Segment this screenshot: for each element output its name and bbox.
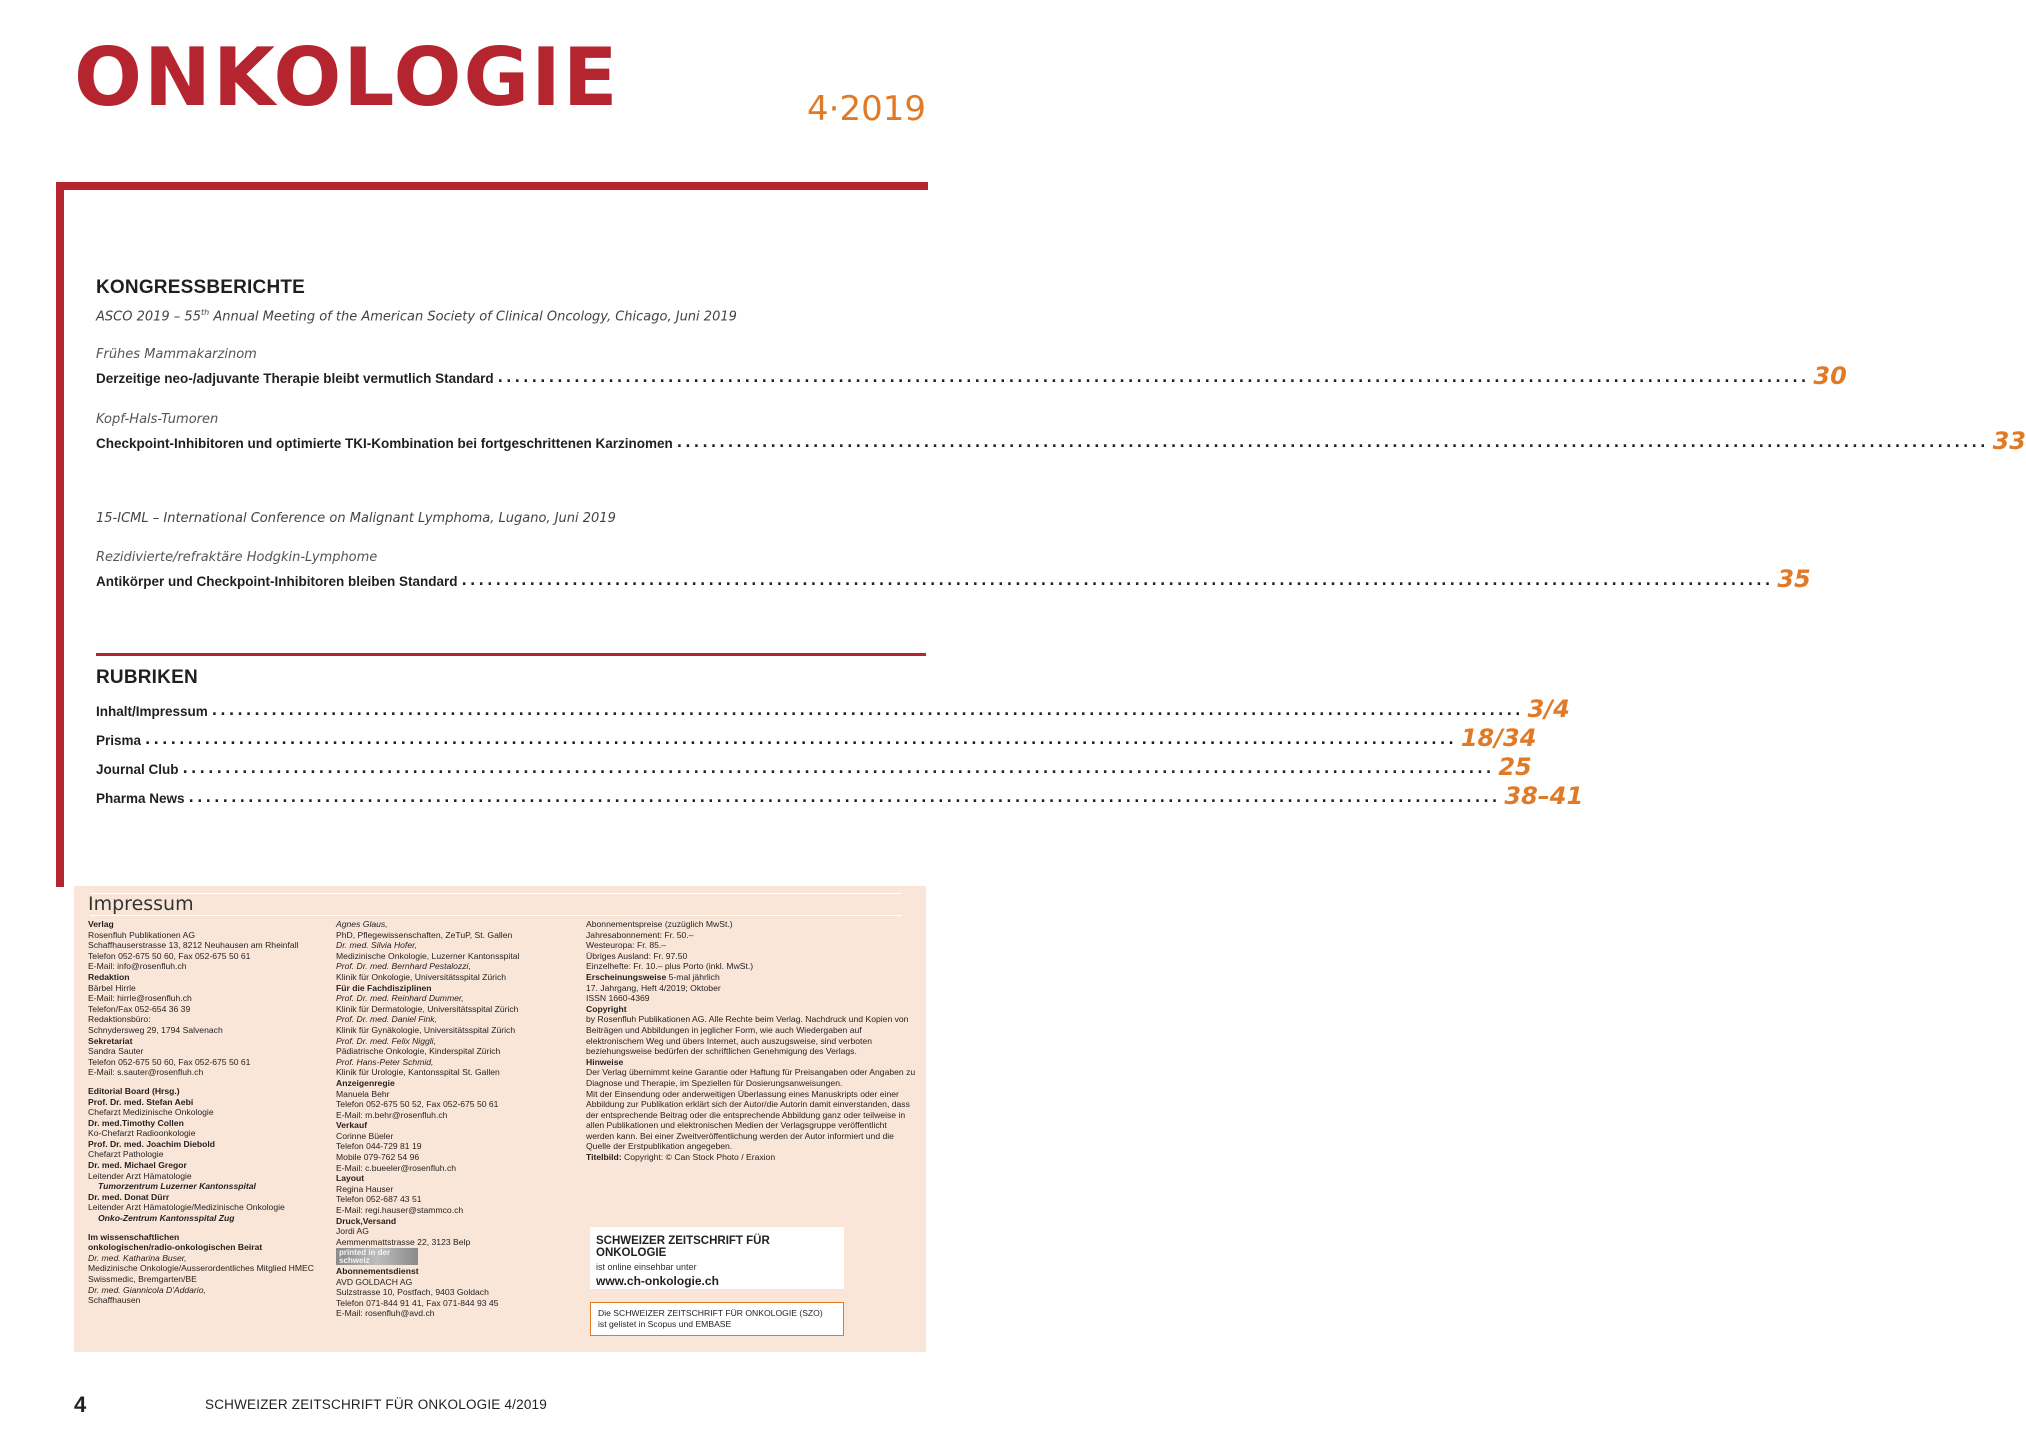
printed-in-switzerland-logo: printed in der schweiz [336,1248,418,1265]
impressum-line: Pädiatrische Onkologie, Kinderspital Zürich [336,1046,501,1057]
toc-entry[interactable] [96,782,1584,810]
impressum-line: Schaffhausen [88,1295,141,1306]
impressum-line: Telefon 052-687 43 51 [336,1194,422,1205]
impressum-line: Regina Hauser [336,1183,394,1194]
impressum-line: Prof. Dr. med. Bernhard Pestalozzi, [336,961,471,972]
impressum-line: AVD GOLDACH AG [336,1276,413,1287]
impressum-line: Sandra Sauter [88,1046,144,1057]
frame-top-bar [56,182,928,190]
toc-entry-page: 18/34 [1460,724,1537,752]
impressum-value: Copyright: © Can Stock Photo / Eraxion [621,1152,776,1163]
impressum-line: Tumorzentrum Luzerner Kantonsspital [98,1181,256,1192]
impressum-label: Dr. med. Michael Gregor [88,1160,187,1171]
online-notice-url[interactable]: www.ch-onkologie.ch [596,1274,719,1288]
impressum-line: Klinik für Dermatologie, Universitätsspital Zürich [336,1003,519,1014]
printer-logo [336,1247,581,1266]
impressum-line: E-Mail: hirrle@rosenfluh.ch [88,993,192,1004]
impressum-label: Copyright [586,1003,627,1014]
impressum-line: Swissmedic, Bremgarten/BE [88,1274,197,1284]
impressum-rule-top [90,893,902,894]
impressum-line: Übriges Ausland: Fr. 97.50 [586,950,688,961]
section-heading-kongress: KONGRESSBERICHTE [96,277,306,298]
impressum-line: Schnydersweg 29, 1794 Salvenach [88,1024,223,1035]
impressum-column-1 [88,919,333,1306]
topic-label: Kopf-Hals-Tumoren [96,412,219,427]
impressum-label: Prof. Dr. med. Joachim Diebold [88,1138,216,1149]
toc-entry-page: 35 [1777,565,1811,593]
impressum-label: Layout [336,1173,365,1184]
dot-leader: .......................................................................................................................................................... [211,703,1524,719]
impressum-line: Sulzstrasse 10, Postfach, 9403 Goldach [336,1287,489,1298]
toc-entry[interactable] [96,753,1532,781]
dot-leader: .......................................................................................................................................................... [461,573,1774,589]
impressum-label: Editorial Board (Hrsg.) [88,1085,180,1096]
impressum-line: Jordi AG [336,1226,369,1237]
masthead-issue: 4·2019 [807,89,926,129]
impressum-line: Dr. med. Giannicola D'Addario, [88,1284,206,1295]
impressum-label: Verkauf [336,1120,368,1131]
impressum-line: Telefon 052-675 50 52, Fax 052-675 50 61 [336,1099,499,1110]
impressum-label: Abonnementsdienst [336,1266,419,1276]
conference-icml: 15-ICML – International Conference on Malignant Lymphoma, Lugano, Juni 2019 [96,511,616,526]
impressum-label: Dr. med.Timothy Collen [88,1117,184,1128]
toc-entry[interactable] [96,427,2026,455]
toc-entry-title: Journal Club [96,762,179,777]
impressum-column-2 [336,919,581,1319]
toc-entry-title: Antikörper und Checkpoint-Inhibitoren bleiben Standard [96,574,458,589]
toc-entry-page: 38–41 [1504,782,1584,810]
impressum-line: Telefon 044-729 81 19 [336,1141,422,1152]
impressum-line: Jahresabonnement: Fr. 50.– [586,929,694,940]
impressum-label: Prof. Dr. med. Stefan Aebi [88,1096,194,1107]
impressum-label: onkologischen/radio-onkologischen Beirat [88,1242,263,1253]
indexing-notice-box [590,1302,844,1336]
impressum-line: E-Mail: regi.hauser@stammco.ch [336,1205,464,1216]
spacer [88,1224,333,1232]
section-heading-rubriken: RUBRIKEN [96,667,198,688]
impressum-label: Titelbild: [586,1152,622,1163]
impressum-line: Dr. med. Silvia Hofer, [336,940,417,951]
indexing-notice-line: Die SCHWEIZER ZEITSCHRIFT FÜR ONKOLOGIE (SZO) [598,1308,823,1318]
impressum-line: Westeuropa: Fr. 85.– [586,940,667,951]
impressum-line: Telefon 052-675 50 60, Fax 052-675 50 61 [88,950,251,961]
topic-label: Rezidivierte/refraktäre Hodgkin-Lymphome [96,550,378,565]
impressum-line: E-Mail: info@rosenfluh.ch [88,961,187,972]
impressum-line: Redaktionsbüro: [88,1014,151,1025]
online-notice-heading: SCHWEIZER ZEITSCHRIFT FÜR ONKOLOGIE [596,1235,770,1259]
online-notice-box [590,1227,844,1289]
impressum-line: Prof. Dr. med. Felix Niggli, [336,1035,436,1046]
impressum-label: Für die Fachdisziplinen [336,982,432,993]
impressum-line: Prof. Hans-Peter Schmid, [336,1056,434,1067]
impressum-line: E-Mail: c.bueeler@rosenfluh.ch [336,1162,457,1173]
impressum-line: by Rosenfluh Publikationen AG. Alle Rechte beim Verlag. Nachdruck und Kopien von Beiträgen und Abbildungen in jeglicher Form, wie auch Wiedergaben auf elektronischem Weg und übers Internet, auch auszugsweise, sind verboten beziehungsweise bedürfen der schriftlichen Genehmigung des Verlags. [586,1014,909,1057]
impressum-line: Dr. med. Katharina Buser, [88,1252,187,1263]
impressum-line: Manuela Behr [336,1088,390,1099]
impressum-line: Bärbel Hirrle [88,982,136,993]
toc-entry-page: 33 [1992,427,2026,455]
toc-entry[interactable] [96,724,1537,752]
impressum-line: Corinne Büeler [336,1130,394,1141]
toc-entry-title: Prisma [96,733,142,748]
impressum-line: ISSN 1660-4369 [586,993,650,1004]
toc-entry[interactable] [96,695,1570,723]
topic-label: Frühes Mammakarzinom [96,347,257,362]
impressum-line: Medizinische Onkologie/Ausserordentliches Mitglied HMEC [88,1263,314,1274]
impressum-line: Einzelhefte: Fr. 10.– plus Porto (inkl. MwSt.) [586,961,754,972]
dot-leader: .......................................................................................................................................................... [145,732,1457,748]
impressum-line [586,1152,916,1163]
impressum-line: Abonnementspreise (zuzüglich MwSt.) [586,919,733,929]
spacer [88,1078,333,1086]
impressum-line: Telefon/Fax 052-654 36 39 [88,1003,191,1014]
conference-asco: ASCO 2019 – 55th Annual Meeting of the American Society of Clinical Oncology, Chicago, Juni 2019 [96,308,737,325]
toc-entry-title: Pharma News [96,791,185,806]
impressum-line: Schaffhauserstrasse 13, 8212 Neuhausen am Rheinfall [88,940,299,951]
masthead-title: ONKOLOGIE [74,31,620,124]
impressum-title: Impressum [88,893,194,915]
impressum-line: Aemmenmattstrasse 22, 3123 Belp [336,1236,471,1247]
toc-entry-title: Derzeitige neo-/adjuvante Therapie bleibt vermutlich Standard [96,371,494,386]
toc-entry-title: Inhalt/Impressum [96,704,208,719]
toc-entry-page: 25 [1498,753,1532,781]
impressum-label: Druck,Versand [336,1215,397,1226]
impressum-column-3 [586,919,916,1163]
impressum-line: E-Mail: rosenfluh@avd.ch [336,1308,435,1319]
impressum-line: Klinik für Urologie, Kantonsspital St. Gallen [336,1067,500,1078]
impressum-line: Klinik für Onkologie, Universitätsspital Zürich [336,971,507,982]
impressum-line: PhD, Pflegewissenschaften, ZeTuP, St. Gallen [336,929,513,940]
toc-entry[interactable] [96,362,1847,390]
impressum-line: Mobile 079-762 54 96 [336,1152,420,1163]
impressum-label: Im wissenschaftlichen [88,1231,180,1242]
impressum-line: E-Mail: m.behr@rosenfluh.ch [336,1109,448,1120]
impressum-line [586,972,916,983]
online-notice-subtext: ist online einsehbar unter [596,1262,697,1272]
impressum-line: Prof. Dr. med. Daniel Fink, [336,1014,437,1025]
impressum-value: 5-mal jährlich [666,971,720,982]
impressum-line: Leitender Arzt Hämatologie [88,1170,192,1181]
impressum-label: Hinweise [586,1056,624,1067]
impressum-line: Der Verlag übernimmt keine Garantie oder Haftung für Preisangaben oder Angaben zu Diagnose und Therapie, im Speziellen für Dosierungsanweisungen. [586,1067,916,1088]
impressum-label: Anzeigenregie [336,1077,395,1088]
impressum-line: Prof. Dr. med. Reinhard Dummer, [336,993,464,1004]
impressum-line: Rosenfluh Publikationen AG [88,929,196,940]
impressum-label: Sekretariat [88,1035,133,1046]
toc-entry-page: 3/4 [1527,695,1570,723]
impressum-label: Dr. med. Donat Dürr [88,1191,170,1202]
impressum-label: Redaktion [88,971,130,982]
impressum-line: Leitender Arzt Hämatologie/Medizinische Onkologie [88,1202,285,1213]
toc-entry-page: 30 [1813,362,1847,390]
frame-left-bar [56,182,64,887]
impressum-line: Klinik für Gynäkologie, Universitätsspital Zürich [336,1024,516,1035]
toc-entry[interactable] [96,565,1811,593]
impressum-line: Chefarzt Pathologie [88,1149,164,1160]
dot-leader: .......................................................................................................................................................... [676,435,1989,451]
toc-entry-title: Checkpoint-Inhibitoren und optimierte TKI-Kombination bei fortgeschrittenen Karzinomen [96,436,673,451]
impressum-label: Verlag [88,919,114,929]
impressum-line: Chefarzt Medizinische Onkologie [88,1107,214,1118]
impressum-line: Onko-Zentrum Kantonsspital Zug [98,1213,235,1224]
impressum-line: E-Mail: s.sauter@rosenfluh.ch [88,1067,204,1078]
page-number: 4 [74,1392,87,1417]
impressum-line: Ko-Chefarzt Radioonkologie [88,1128,196,1139]
dot-leader: .......................................................................................................................................................... [188,790,1501,806]
impressum-line: Telefon 052-675 50 60, Fax 052-675 50 61 [88,1056,251,1067]
dot-leader: .......................................................................................................................................................... [497,370,1810,386]
impressum-label: Erscheinungsweise [586,971,667,982]
impressum-line: Medizinische Onkologie, Luzerner Kantonsspital [336,950,520,961]
impressum-line: Mit der Einsendung oder anderweitigen Überlassung eines Manuskripts oder einer Abbildung zur Publikation erklärt sich der Autor/die Autorin damit einverstanden, dass der entsprechende Beitrag oder die entsprechende Abbildung ganz oder teilweise in allen Publikationen und elektronischen Medien der Verlagsgruppe veröffentlicht werden kann. Bei einer Zweitveröffentlichung werden der Autor informiert und die Quelle der Erstpublikation angegeben. [586,1088,910,1152]
impressum-line: 17. Jahrgang, Heft 4/2019; Oktober [586,982,721,993]
impressum-rule-bottom [90,915,902,916]
impressum-line: Telefon 071-844 91 41, Fax 071-844 93 45 [336,1297,499,1308]
section-divider [96,653,926,656]
footer-journal-name: SCHWEIZER ZEITSCHRIFT FÜR ONKOLOGIE 4/2019 [205,1397,547,1412]
indexing-notice-line: ist gelistet in Scopus und EMBASE [598,1319,732,1329]
dot-leader: .......................................................................................................................................................... [182,761,1495,777]
impressum-line: Agnes Glaus, [336,919,388,929]
